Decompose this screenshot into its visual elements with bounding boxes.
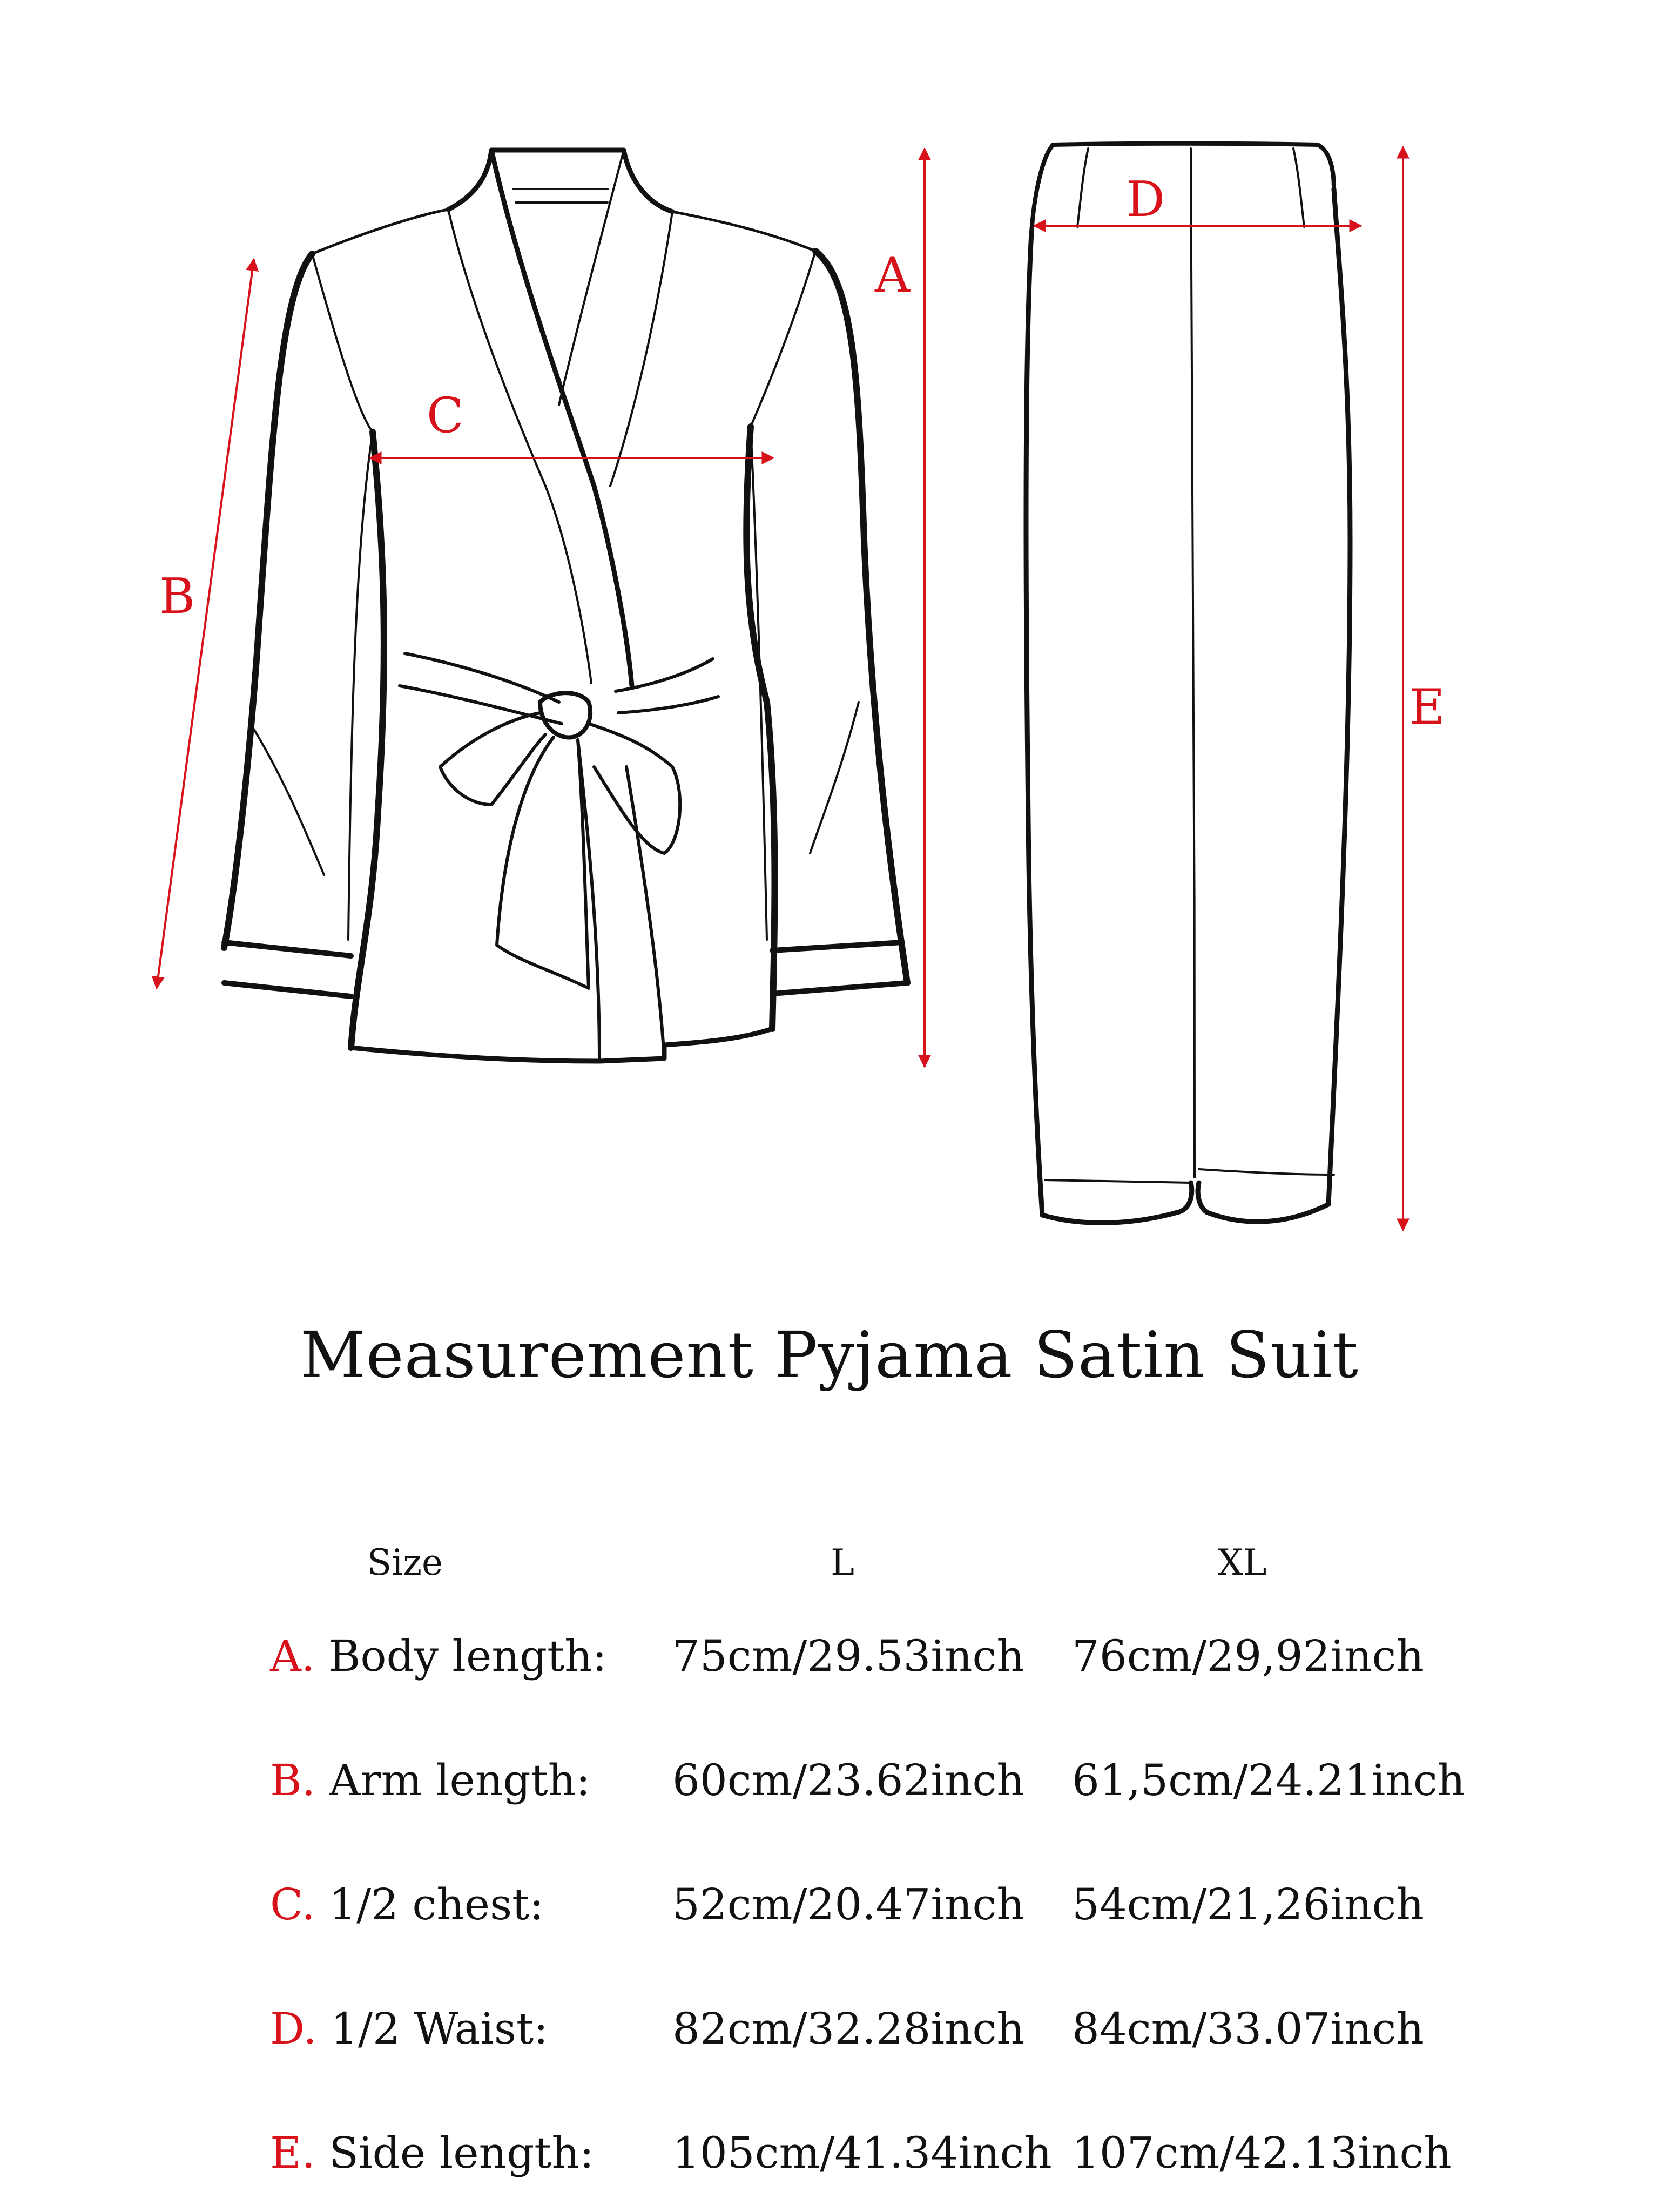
row-code: C. (270, 1879, 315, 1930)
jacket-belt (400, 653, 718, 724)
label-e: E (1410, 679, 1445, 736)
jacket-left-sleeve (224, 254, 312, 948)
row-label: 1/2 Waist: (331, 2004, 549, 2054)
row-code: E. (270, 2128, 315, 2178)
header-xl: XL (1217, 1542, 1267, 1583)
header-l: L (831, 1542, 854, 1583)
row-code: A. (270, 1631, 315, 1681)
row-value-xl: 84cm/33.07inch (1072, 2004, 1424, 2054)
label-d: D (1126, 171, 1165, 228)
measurement-labels (159, 171, 1445, 736)
row-value-l: 52cm/20.47inch (672, 1879, 1024, 1930)
row-value-xl: 61,5cm/24.21inch (1072, 1755, 1466, 1805)
label-c: C (427, 387, 464, 444)
row-value-xl: 76cm/29,92inch (1072, 1631, 1424, 1681)
row-value-xl: 54cm/21,26inch (1072, 1879, 1424, 1930)
pants-left-leg (1026, 232, 1192, 1223)
row-value-l: 105cm/41.34inch (672, 2128, 1052, 2178)
row-label: Body length: (328, 1631, 607, 1681)
row-label: 1/2 chest: (329, 1879, 544, 1930)
jacket-right-sleeve (815, 251, 907, 983)
row-value-l: 60cm/23.62inch (672, 1755, 1024, 1805)
measurement-arrows (157, 147, 1403, 1230)
table-row-label (270, 1755, 590, 1805)
label-b: B (159, 568, 195, 625)
row-value-l: 75cm/29.53inch (672, 1631, 1024, 1681)
row-label: Arm length: (329, 1755, 591, 1805)
pants-waistband (1053, 144, 1334, 189)
row-value-l: 82cm/32.28inch (672, 2004, 1024, 2054)
table-row-label (270, 1631, 607, 1681)
row-label: Side length: (329, 2128, 594, 2178)
table-row-label (270, 2004, 548, 2054)
row-value-xl: 107cm/42.13inch (1072, 2128, 1452, 2178)
label-a: A (875, 247, 910, 304)
header-size: Size (367, 1542, 443, 1583)
table-row-label (270, 2128, 594, 2178)
pants-right-leg (1198, 189, 1350, 1222)
table-row-label (270, 1879, 544, 1930)
row-code: D. (270, 2004, 317, 2054)
page-title: Measurement Pyjama Satin Suit (300, 1318, 1359, 1392)
jacket-drawing (224, 150, 907, 1061)
pants-drawing (1026, 144, 1350, 1223)
row-code: B. (270, 1755, 316, 1805)
